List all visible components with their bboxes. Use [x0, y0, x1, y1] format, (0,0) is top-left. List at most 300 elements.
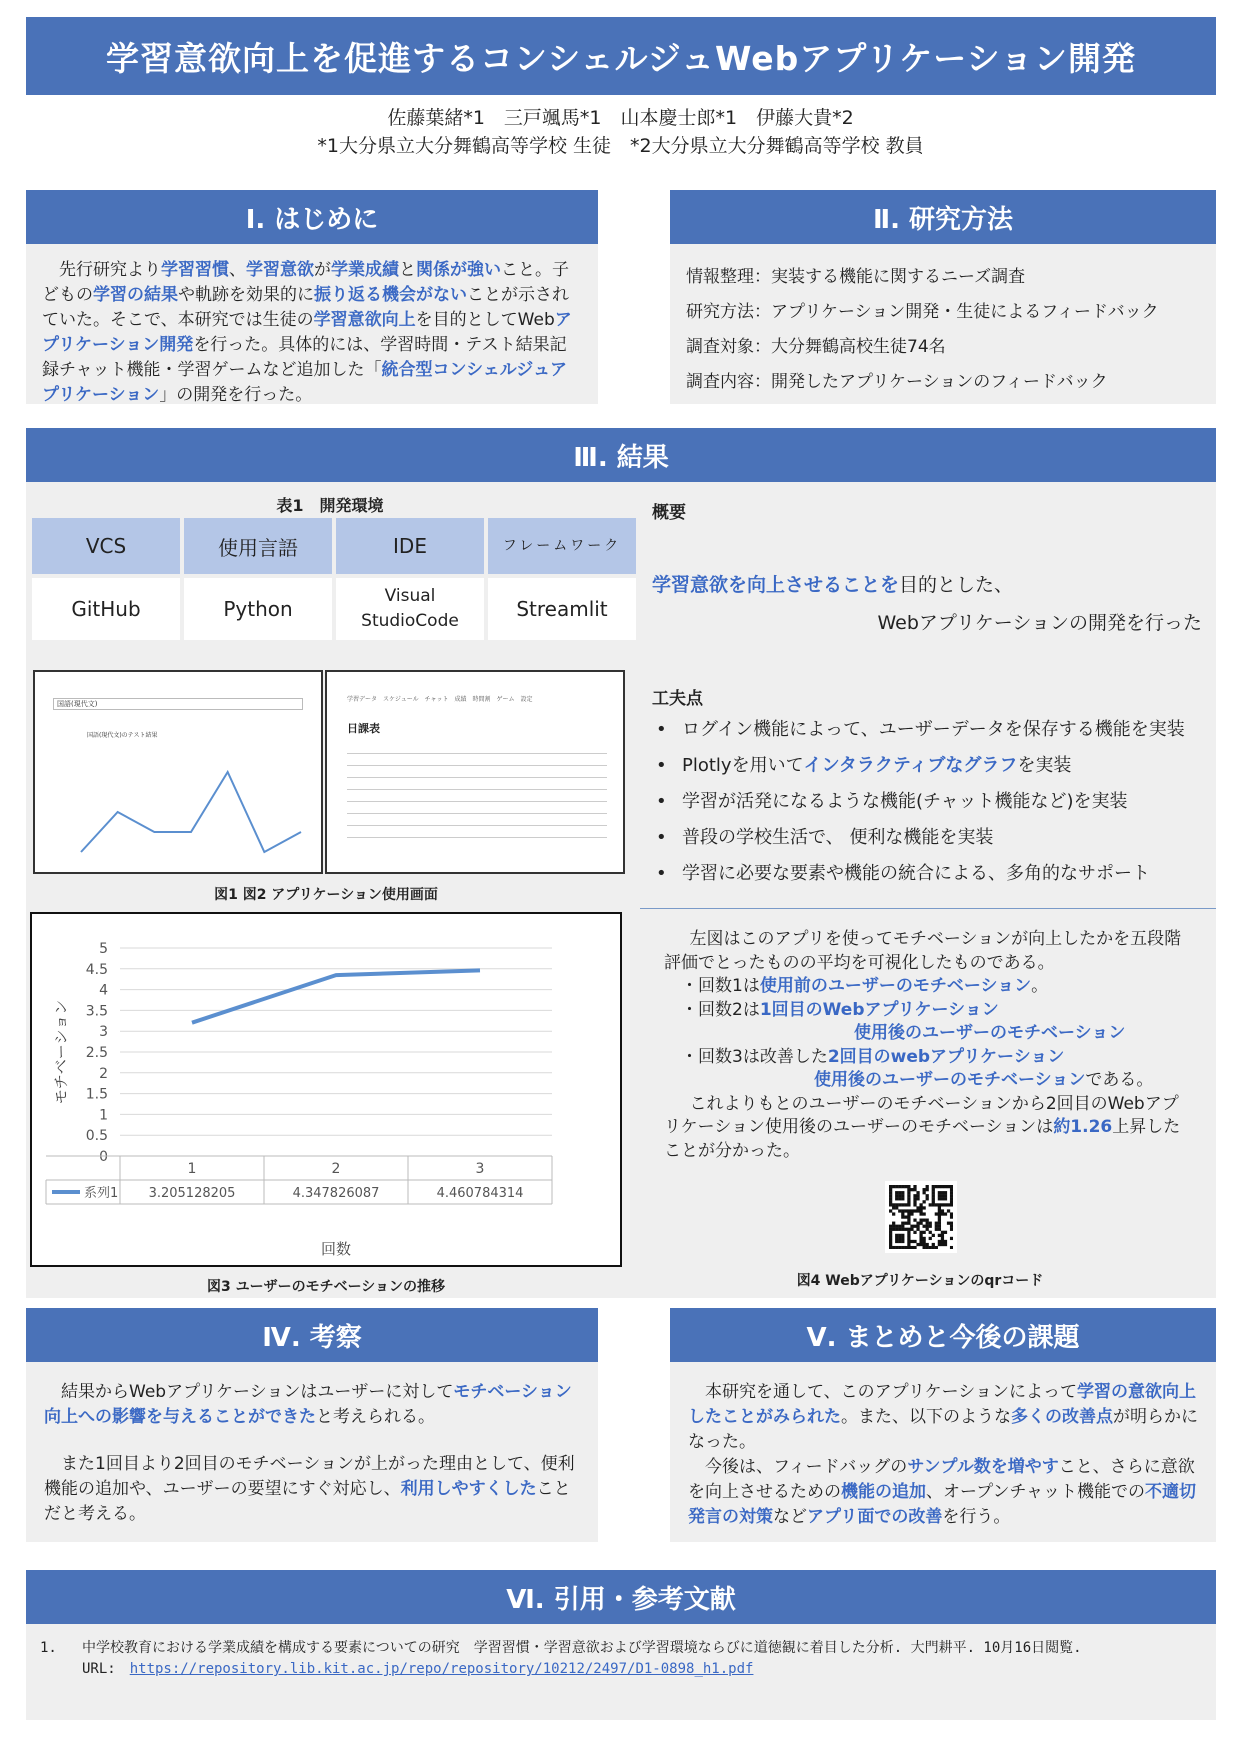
qr-module — [929, 1225, 932, 1228]
qr-module — [938, 1243, 941, 1246]
qr-module — [898, 1191, 901, 1194]
section-intro-body: 先行研究より学習習慣、学習意欲が学業成績と関係が強いこと。子どもの学習の結果や軌跡を効果的に振り返る機会がないことが示されていた。そこで、本研究では生徒の学習意欲向上を目的としてWebアプリケーション開発を行った。具体的には、学習時間・テスト結果記録チャット機能・学習ゲームなど追加した「統合型コンシェルジュアプリケーション」の開発を行った。 — [26, 244, 598, 404]
qr-module — [935, 1225, 938, 1228]
qr-module — [898, 1240, 901, 1243]
qr-module — [935, 1185, 938, 1188]
qr-module — [889, 1185, 892, 1188]
method-item: 研究方法：アプリケーション開発・生徒によるフィードバック — [686, 302, 1159, 322]
motivation-chart — [32, 914, 620, 1265]
divider — [640, 908, 1216, 909]
section-discussion-heading: Ⅳ. 考察 — [26, 1308, 598, 1362]
screen1-chart-title: 国語(現代文)のテスト結果 — [87, 732, 158, 739]
y-tick-label: 1.5 — [85, 1086, 108, 1103]
qr-module — [913, 1203, 916, 1206]
authors-line: 佐藤葉緒*1 三戸颯馬*1 山本慶士郎*1 伊藤大貴*2 — [387, 107, 854, 129]
qr-module — [895, 1225, 898, 1228]
motivation-chart-frame — [30, 912, 622, 1267]
qr-module — [944, 1203, 947, 1206]
qr-module — [916, 1243, 919, 1246]
qr-module — [941, 1237, 944, 1240]
qr-module — [919, 1219, 922, 1222]
qr-module — [907, 1219, 910, 1222]
section-discussion-body — [26, 1362, 598, 1542]
qr-module — [919, 1237, 922, 1240]
qr-module — [901, 1203, 904, 1206]
app-screenshot-2 — [325, 670, 625, 874]
qr-module — [892, 1185, 895, 1188]
qr-module — [913, 1197, 916, 1200]
qr-module — [941, 1240, 944, 1243]
qr-module — [919, 1234, 922, 1237]
chart-description — [664, 928, 1184, 1163]
qr-module — [932, 1188, 935, 1191]
qr-module — [935, 1212, 938, 1215]
qr-module — [898, 1194, 901, 1197]
qr-module — [926, 1188, 929, 1191]
qr-module — [916, 1228, 919, 1231]
table-header: VCS — [32, 518, 180, 574]
qr-module — [889, 1203, 892, 1206]
qr-module — [907, 1185, 910, 1188]
qr-module — [923, 1237, 926, 1240]
data-label: 4.347826087 — [292, 1186, 380, 1201]
section-results-heading: Ⅲ. 結果 — [26, 428, 1216, 482]
qr-module — [889, 1188, 892, 1191]
data-label: 4.460784314 — [436, 1186, 524, 1201]
qr-module — [923, 1191, 926, 1194]
qr-module — [892, 1203, 895, 1206]
screen1-chart-line — [81, 772, 301, 852]
qr-module — [895, 1246, 898, 1249]
qr-module — [898, 1185, 901, 1188]
qr-module — [926, 1185, 929, 1188]
qr-module — [938, 1228, 941, 1231]
qr-module — [895, 1237, 898, 1240]
overview-label: 概要 — [652, 503, 686, 523]
section-method-body — [670, 244, 1216, 404]
qr-module — [944, 1194, 947, 1197]
qr-module — [919, 1231, 922, 1234]
qr-module — [947, 1222, 950, 1225]
qr-module — [919, 1222, 922, 1225]
qr-module — [889, 1209, 892, 1212]
y-tick-label: 1 — [99, 1107, 108, 1124]
qr-module — [892, 1225, 895, 1228]
qr-module — [910, 1240, 913, 1243]
reference-number: 1. — [40, 1640, 57, 1656]
features-label: 工夫点 — [652, 689, 703, 709]
qr-module — [950, 1246, 953, 1249]
desc-bullet-1: ・回数1は使用前のユーザーのモチベーション。 — [681, 976, 1049, 996]
qr-module — [892, 1206, 895, 1209]
qr-module — [947, 1185, 950, 1188]
table-cell: Streamlit — [488, 578, 636, 640]
summary-paragraph-1: 本研究を通して、このアプリケーションによって学習の意欲向上したことがみられた。また、以下のような多くの改善点が明らかになった。 — [688, 1382, 1198, 1452]
qr-code[interactable] — [885, 1181, 957, 1253]
qr-module — [926, 1197, 929, 1200]
qr-module — [898, 1234, 901, 1237]
qr-module — [916, 1191, 919, 1194]
qr-module — [926, 1243, 929, 1246]
qr-module — [932, 1191, 935, 1194]
qr-module — [907, 1222, 910, 1225]
y-tick-label: 0 — [99, 1149, 108, 1165]
qr-module — [919, 1203, 922, 1206]
qr-module — [950, 1191, 953, 1194]
qr-module — [929, 1237, 932, 1240]
method-item: 調査対象：大分舞鶴高校生徒74名 — [686, 337, 946, 357]
section-intro-heading: Ⅰ. はじめに — [26, 190, 598, 244]
qr-module — [898, 1237, 901, 1240]
qr-module — [941, 1191, 944, 1194]
qr-module — [926, 1222, 929, 1225]
qr-module — [907, 1243, 910, 1246]
qr-module — [904, 1246, 907, 1249]
subject-select: 国語(現代文) — [53, 698, 303, 710]
qr-module — [938, 1222, 941, 1225]
qr-module — [944, 1185, 947, 1188]
qr-module — [929, 1231, 932, 1234]
qr-module — [895, 1206, 898, 1209]
qr-module — [938, 1209, 941, 1212]
qr-module — [923, 1212, 926, 1215]
method-item: 情報整理：実装する機能に関するニーズ調査 — [686, 267, 1026, 287]
qr-module — [907, 1212, 910, 1215]
qr-module — [901, 1225, 904, 1228]
qr-module — [941, 1212, 944, 1215]
qr-module — [923, 1231, 926, 1234]
qr-module — [919, 1240, 922, 1243]
desc-bullet-3: ・回数3は改善した2回目のwebアプリケーション — [681, 1046, 1065, 1067]
feature-item: • 普段の学校生活で、 便利な機能を実装 — [652, 820, 1212, 856]
qr-module — [938, 1191, 941, 1194]
qr-module — [889, 1225, 892, 1228]
qr-module — [941, 1197, 944, 1200]
qr-module — [892, 1228, 895, 1231]
qr-module — [919, 1212, 922, 1215]
qr-module — [935, 1246, 938, 1249]
data-label: 3.205128205 — [148, 1186, 236, 1201]
qr-module — [907, 1240, 910, 1243]
table-cell: Visual StudioCode — [336, 578, 484, 640]
qr-module — [950, 1225, 953, 1228]
qr-module — [950, 1203, 953, 1206]
qr-module — [938, 1234, 941, 1237]
qr-module — [938, 1215, 941, 1218]
qr-module — [916, 1197, 919, 1200]
qr-module — [913, 1219, 916, 1222]
qr-module — [901, 1191, 904, 1194]
qr-module — [910, 1228, 913, 1231]
qr-module — [938, 1185, 941, 1188]
desc-bullet-3b: 使用後のユーザーのモチベーションである。 — [814, 1070, 1154, 1090]
qr-module — [889, 1191, 892, 1194]
qr-module — [901, 1197, 904, 1200]
desc-bullet-2: ・回数2は1回目のWebアプリケーション — [681, 999, 999, 1020]
section-references-heading: Ⅵ. 引用・参考文献 — [26, 1570, 1216, 1624]
table-cell: Python — [184, 578, 332, 640]
qr-module — [950, 1222, 953, 1225]
qr-module — [916, 1194, 919, 1197]
qr-module — [889, 1246, 892, 1249]
qr-module — [941, 1185, 944, 1188]
qr-module — [907, 1203, 910, 1206]
qr-module — [907, 1215, 910, 1218]
poster-title: 学習意欲向上を促進するコンシェルジュWebアプリケーション開発 — [26, 17, 1216, 95]
section-method-heading: Ⅱ. 研究方法 — [670, 190, 1216, 244]
discussion-paragraph-2: また1回目より2回目のモチベーションが上がった理由として、便利機能の追加や、ユーザーの要望にすぐ対応し、利用しやすくしたことだと考える。 — [44, 1454, 575, 1524]
qr-module — [926, 1228, 929, 1231]
qr-module — [926, 1225, 929, 1228]
qr-module — [923, 1243, 926, 1246]
x-tick-label: 2 — [331, 1161, 341, 1177]
qr-module — [929, 1203, 932, 1206]
qr-module — [895, 1197, 898, 1200]
qr-module — [889, 1197, 892, 1200]
qr-module — [895, 1191, 898, 1194]
qr-module — [901, 1209, 904, 1212]
qr-module — [919, 1206, 922, 1209]
qr-module — [938, 1203, 941, 1206]
qr-module — [950, 1188, 953, 1191]
screen1-chart — [71, 742, 311, 862]
qr-module — [938, 1225, 941, 1228]
qr-module — [901, 1222, 904, 1225]
qr-module — [944, 1212, 947, 1215]
section-summary-body — [670, 1362, 1216, 1542]
qr-module — [907, 1191, 910, 1194]
qr-module — [944, 1231, 947, 1234]
qr-module — [901, 1246, 904, 1249]
y-tick-label: 4 — [99, 982, 108, 999]
qr-module — [947, 1203, 950, 1206]
table-header: フレームワーク — [488, 518, 636, 574]
qr-module — [913, 1225, 916, 1228]
reference-link[interactable]: https://repository.lib.kit.ac.jp/repo/repository/10212/2497/D1-0898_h1.pdf — [129, 1661, 754, 1677]
table-cell: GitHub — [32, 578, 180, 640]
reference-item — [40, 1638, 1196, 1680]
qr-module — [889, 1231, 892, 1234]
table-header: 使用言語 — [184, 518, 332, 574]
qr-module — [889, 1243, 892, 1246]
qr-module — [916, 1209, 919, 1212]
qr-module — [892, 1212, 895, 1215]
qr-module — [892, 1246, 895, 1249]
y-tick-label: 0.5 — [85, 1128, 108, 1145]
qr-module — [919, 1243, 922, 1246]
qr-module — [913, 1188, 916, 1191]
qr-module — [935, 1222, 938, 1225]
qr-module — [895, 1234, 898, 1237]
y-tick-label: 3 — [99, 1024, 108, 1041]
qr-module — [923, 1246, 926, 1249]
qr-module — [938, 1206, 941, 1209]
qr-module — [907, 1200, 910, 1203]
qr-module — [901, 1194, 904, 1197]
qr-module — [895, 1203, 898, 1206]
table-caption: 表1 開発環境 — [276, 496, 384, 515]
fig12-caption: 図1 図2 アプリケーション使用画面 — [214, 887, 438, 903]
qr-module — [901, 1228, 904, 1231]
qr-module — [907, 1234, 910, 1237]
qr-module — [923, 1225, 926, 1228]
qr-module — [889, 1228, 892, 1231]
qr-module — [926, 1219, 929, 1222]
qr-module — [907, 1246, 910, 1249]
qr-module — [907, 1237, 910, 1240]
features-list — [652, 712, 1212, 892]
series-line — [192, 970, 480, 1022]
qr-module — [932, 1197, 935, 1200]
qr-module — [950, 1200, 953, 1203]
qr-module — [901, 1234, 904, 1237]
qr-module — [944, 1197, 947, 1200]
qr-module — [941, 1234, 944, 1237]
qr-module — [913, 1231, 916, 1234]
reference-text: 中学校教育における学業成績を構成する要素についての研究 学習習慣・学習意欲および学習環境ならびに道徳観に着目した分析. 大門耕平. 10月16日閲覧. URL: https://repository.lib.kit.ac.jp/repo/repository/10212/2497/D1-0898_h1.pdf — [82, 1640, 1082, 1677]
qr-module — [898, 1197, 901, 1200]
qr-module — [898, 1225, 901, 1228]
qr-module — [904, 1209, 907, 1212]
qr-module — [910, 1212, 913, 1215]
overview-line1: 学習意欲を向上させることを目的とした、 — [652, 574, 1014, 596]
qr-module — [907, 1209, 910, 1212]
x-tick-label: 1 — [187, 1161, 197, 1177]
qr-module — [941, 1194, 944, 1197]
qr-module — [898, 1209, 901, 1212]
author-block — [0, 104, 1241, 160]
qr-module — [910, 1225, 913, 1228]
qr-module — [907, 1228, 910, 1231]
y-tick-label: 2.5 — [85, 1045, 108, 1061]
qr-module — [923, 1240, 926, 1243]
x-axis-label: 回数 — [320, 1240, 352, 1258]
qr-module — [889, 1240, 892, 1243]
qr-module — [938, 1212, 941, 1215]
qr-module — [889, 1200, 892, 1203]
qr-module — [935, 1228, 938, 1231]
fig4-caption: 図4 Webアプリケーションのqrコード — [796, 1273, 1044, 1289]
timetable-grid — [347, 742, 607, 838]
qr-module — [907, 1194, 910, 1197]
qr-module — [904, 1215, 907, 1218]
affiliation-line: *1大分県立大分舞鶴高等学校 生徒 *2大分県立大分舞鶴高等学校 教員 — [317, 135, 924, 157]
qr-module — [904, 1185, 907, 1188]
table-header: IDE — [336, 518, 484, 574]
feature-item: • Plotlyを用いてインタラクティブなグラフを実装 — [652, 748, 1212, 784]
section-references-body — [26, 1624, 1216, 1720]
qr-module — [938, 1219, 941, 1222]
qr-module — [913, 1200, 916, 1203]
qr-module — [932, 1234, 935, 1237]
qr-module — [898, 1228, 901, 1231]
qr-code-image — [889, 1185, 953, 1249]
qr-module — [932, 1203, 935, 1206]
qr-module — [895, 1240, 898, 1243]
qr-module — [904, 1222, 907, 1225]
qr-module — [941, 1209, 944, 1212]
app-screenshot-1 — [33, 670, 323, 874]
qr-module — [913, 1209, 916, 1212]
desc-paragraph-1: 左図はこのアプリを使ってモチベーションが向上したかを五段階評価でとったものの平均を可視化したものである。 — [664, 929, 1182, 973]
discussion-paragraph-1: 結果からWebアプリケーションはユーザーに対してモチベーション向上への影響を与えることができたと考えられる。 — [44, 1382, 572, 1427]
qr-module — [901, 1215, 904, 1218]
dev-environment-table — [28, 514, 640, 644]
qr-module — [892, 1222, 895, 1225]
url-label: URL: — [82, 1661, 116, 1677]
qr-module — [923, 1206, 926, 1209]
qr-module — [889, 1234, 892, 1237]
qr-module — [910, 1188, 913, 1191]
qr-module — [898, 1203, 901, 1206]
section-summary-heading: Ⅴ. まとめと今後の課題 — [670, 1308, 1216, 1362]
qr-module — [950, 1237, 953, 1240]
feature-item: • 学習に必要な要素や機能の統合による、多角的なサポート — [652, 856, 1212, 892]
qr-module — [889, 1194, 892, 1197]
overview-line2: Webアプリケーションの開発を行った — [877, 612, 1202, 634]
qr-module — [950, 1212, 953, 1215]
qr-module — [910, 1246, 913, 1249]
qr-module — [916, 1206, 919, 1209]
qr-module — [926, 1246, 929, 1249]
qr-module — [895, 1228, 898, 1231]
qr-module — [944, 1191, 947, 1194]
qr-module — [913, 1194, 916, 1197]
qr-module — [944, 1243, 947, 1246]
qr-module — [898, 1246, 901, 1249]
qr-module — [904, 1228, 907, 1231]
y-axis-label: モチベーション — [52, 999, 70, 1105]
qr-module — [901, 1185, 904, 1188]
qr-module — [916, 1222, 919, 1225]
qr-module — [938, 1197, 941, 1200]
x-tick-label: 3 — [475, 1161, 485, 1177]
feature-item: • ログイン機能によって、ユーザーデータを保存する機能を実装 — [652, 712, 1212, 748]
qr-module — [932, 1246, 935, 1249]
qr-module — [901, 1212, 904, 1215]
y-tick-label: 2 — [99, 1065, 108, 1082]
qr-module — [944, 1240, 947, 1243]
qr-module — [910, 1209, 913, 1212]
qr-module — [907, 1188, 910, 1191]
qr-module — [919, 1209, 922, 1212]
screen2-title: 日課表 — [347, 722, 380, 735]
qr-module — [923, 1219, 926, 1222]
qr-module — [913, 1246, 916, 1249]
qr-module — [932, 1185, 935, 1188]
y-tick-label: 5 — [99, 941, 108, 957]
desc-bullet-2b: 使用後のユーザーのモチベーション — [854, 1023, 1126, 1043]
desc-paragraph-2: これよりもとのユーザーのモチベーションから2回目のWebアプリケーション使用後のユーザーのモチベーションは約1.26上昇したことが分かった。 — [664, 1093, 1181, 1161]
summary-paragraph-2: 今後は、フィードバッグのサンプル数を増やすこと、さらに意欲を向上させるための機能の追加、オープンチャット機能での不適切発言の対策などアプリ面での改善を行う。 — [688, 1457, 1196, 1527]
qr-module — [916, 1225, 919, 1228]
screen2-tabs: 学習データ スケジュール チャット 成績 時間割 ゲーム 設定 — [347, 696, 533, 703]
qr-module — [947, 1209, 950, 1212]
qr-module — [950, 1228, 953, 1231]
qr-module — [904, 1203, 907, 1206]
qr-module — [923, 1200, 926, 1203]
qr-module — [935, 1203, 938, 1206]
qr-module — [938, 1240, 941, 1243]
qr-module — [932, 1194, 935, 1197]
qr-module — [895, 1185, 898, 1188]
qr-module — [950, 1197, 953, 1200]
qr-module — [941, 1203, 944, 1206]
qr-module — [950, 1215, 953, 1218]
method-item: 調査内容：開発したアプリケーションのフィードバック — [686, 372, 1108, 392]
qr-module — [901, 1237, 904, 1240]
qr-module — [926, 1194, 929, 1197]
